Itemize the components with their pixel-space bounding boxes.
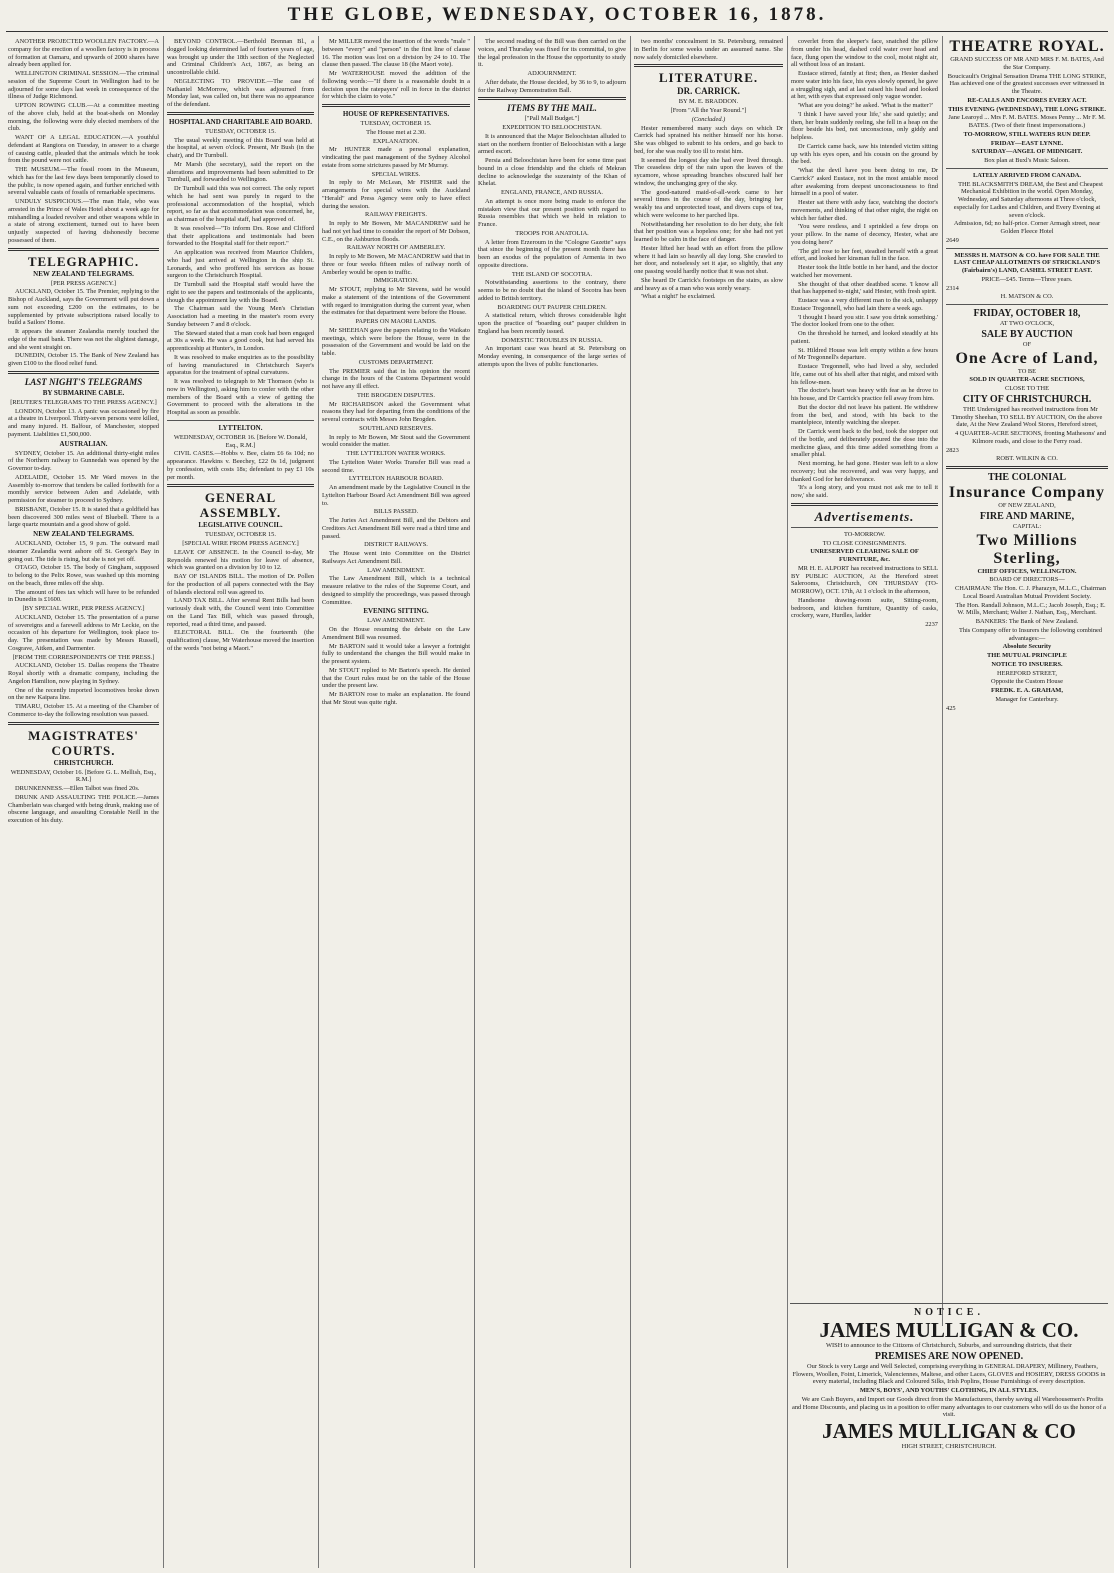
section-heading: TELEGRAPHIC. xyxy=(27,253,140,269)
court-report: CIVIL CASES.—Hobbs v. Bee, claim £6 6s 10d; no appearance. Hawkins v. Beechey, £22 0s 1d, judgment by confession, with costs 18s; defendant to pay £1 10s per month. xyxy=(167,450,314,481)
column-2 xyxy=(167,38,314,1568)
subheading: NEW ZEALAND TELEGRAMS. xyxy=(33,269,134,278)
story-paragraph: 'It's a long story, and you must not ask me to tell it now,' she said. xyxy=(791,484,938,499)
news-paragraph: The Chairman said the Young Men's Christian Association had a meeting in the master's room every Sunday between 7 and 8 o'clock. xyxy=(167,305,314,328)
news-paragraph: THE MUSEUM.—The fossil room in the Museum, which has for the last few days been temporarily closed to the public, is now opened again, and further enriched with several valuable casts of fossils of remarkable specimens. xyxy=(8,166,159,197)
ad-line: BOARD OF DIRECTORS— xyxy=(989,576,1065,584)
ad-heading: JAMES MULLIGAN & CO. xyxy=(819,1318,1079,1342)
ad-number: 2237 xyxy=(925,621,938,628)
news-paragraph: Mr SHEEHAN gave the papers relating to the Waikato meetings, which were before the House, were in the possession of the Government and would be laid on the table. xyxy=(322,326,470,357)
ad-heading: THE COLONIAL xyxy=(987,472,1067,483)
subheading: RAILWAY FREIGHTS. xyxy=(365,211,427,219)
column-rule xyxy=(163,36,164,1568)
column-rule xyxy=(942,36,943,1326)
subheading: LEGISLATIVE COUNCIL. xyxy=(198,521,283,530)
story-paragraph: Notwithstanding her resolution to do her duty, she felt that her position was a hopeless one; for she had not yet learned to be calm in the face of danger. xyxy=(634,220,783,243)
subheading: PAPERS ON MAORI LANDS. xyxy=(355,318,437,325)
divider xyxy=(167,484,314,487)
ad-body: This Company offer to Insurers the following combined advantages:— xyxy=(958,626,1103,642)
news-paragraph: A letter from Erzeroum in the "Cologne Gazette" says that since the beginning of the present month there has been an exodus of the population of Armenia in two opposite directions. xyxy=(478,238,626,269)
section-heading: EVENING SITTING. xyxy=(363,607,429,616)
subheading: THE ISLAND OF SOCOTRA. xyxy=(511,270,593,278)
subheading: ADJOURNMENT. xyxy=(527,70,577,77)
telegram: ADELAIDE, October 15. Mr Ward moves in the Assembly to-morrow that tenders be called forthwith for a monthly service between Aden and Adelaide, with permission for steamer to proceed to Sydney. xyxy=(8,473,159,504)
story-paragraph: Hester remembered many such days on which Dr Carrick had sprained his neither himself nor his horse. She was obliged to submit to his orders, and go back to bed, for she was really too ill to resist him. xyxy=(634,124,783,155)
telegram: BRISBANE, October 15. It is stated that a goldfield has been discovered 300 miles west of Bluebell. There is a large quartz mountain and a good show of gold. xyxy=(8,505,159,529)
byline: BY M. E. BRADDON. xyxy=(678,98,739,106)
story-paragraph: Eustace Tregonnell, who had lived a shy, secluded life, came out of his shell after that night, and mixed with his fellow-men. xyxy=(791,363,938,386)
news-paragraph: In reply to Mr Bowen, Mr MACANDREW said he had not yet had time to consider the report of Mr Dobson, C.E., on the Ashburton floods. xyxy=(322,220,470,243)
news-paragraph: Mr Marsh (the secretary), said the report on the alterations and improvements had been submitted to Dr Turnbull, and forwarded to Wellington. xyxy=(167,160,314,184)
masthead-rule xyxy=(6,31,1108,32)
story-paragraph: The doctor's heart was heavy with fear as he drove to his house, and Dr Carrick's practice fell away from him. xyxy=(791,387,938,402)
ad-line: CHIEF OFFICES, WELLINGTON. xyxy=(977,567,1077,575)
story-paragraph: 'I thought I heard you stir. I saw you drink something.' The doctor looked from one to the other. xyxy=(791,313,938,329)
divider xyxy=(8,722,159,725)
divider xyxy=(8,248,159,251)
telegram: AUCKLAND, October 15. The Premier, replying to the Bishop of Auckland, says the Government will put down a sum not exceeding £200 on the estimates, to be supplemented by private subscriptions raised locally to build a Sailors' Home. xyxy=(8,288,159,327)
section-heading: LAST NIGHT'S TELEGRAMS xyxy=(24,376,143,387)
ad-number: 425 xyxy=(946,704,956,712)
ad-body: THE BLACKSMITH'S DREAM, the Best and Cheapest Mechanical Exhibition in the world. Open Monday, Wednesday, and Saturday afternoons at Three o'clock, especially for Ladies and Children, and Every Evening at seven o'clock. xyxy=(953,180,1103,219)
telegram: AUCKLAND, October 15, 9 p.m. The outward mail steamer Zealandia went ashore off St. George's Bay in going out. The tide is rising, but she is not yet off. xyxy=(8,540,159,563)
date-line: WEDNESDAY, October 16. [Before G. L. Mellish, Esq., R.M.] xyxy=(10,768,157,784)
court-report: DRUNK AND ASSAULTING THE POLICE.—James Chamberlain was charged with being drunk, making use of obscene language, and assaulting Constable Neill in the execution of his duty. xyxy=(8,793,159,824)
ad-line: Opposite the Custom House xyxy=(991,678,1063,686)
news-paragraph: The House went into Committee on the District Railways Act Amendment Bill. xyxy=(322,550,470,565)
telegram: DUNEDIN, October 15. The Bank of New Zealand has given £100 to the flood relief fund. xyxy=(8,352,159,367)
divider xyxy=(790,1303,1108,1304)
ad-number: 2314 xyxy=(946,284,959,292)
ad-heading: FRIDAY, OCTOBER 18, xyxy=(973,308,1081,319)
news-paragraph: The usual weekly meeting of this Board was held at the hospital, at seven o'clock. Present, Mr Bush (in the chair), and Dr Turnbull. xyxy=(167,136,314,159)
subheading: EXPLANATION. xyxy=(373,137,419,145)
ad-line: TO CLOSE CONSIGNMENTS. xyxy=(822,539,907,547)
news-paragraph: Dr Turnbull said this was not correct. The only report which he had sent was purely in regard to the professional accommodation of the hospital, which report, so far as that accommodation was concerned, he, as chairman of the hospital staff, had approved of. xyxy=(167,185,314,223)
divider xyxy=(791,527,938,528)
news-paragraph: Mr BARTON rose to make an explanation. He found that Mr Stout was quite right. xyxy=(322,691,470,706)
column-1 xyxy=(8,38,159,1568)
ad-heading: UNRESERVED CLEARING SALE OF FURNITURE, &c. xyxy=(810,548,919,563)
date-line: The House met at 2.30. xyxy=(366,128,426,136)
ad-line: Boucicault's Original Sensation Drama THE LONG STRIKE, Has achieved one of the greatest successes ever witnessed in the Theatre. xyxy=(947,72,1107,95)
news-paragraph: A statistical return, which throws considerable light upon the practice of "boarding out" pauper children in England has been recently issued. xyxy=(478,312,626,335)
subheading: THE LYTTELTON WATER WORKS. xyxy=(346,450,446,457)
telegram: LONDON, October 13. A panic was occasioned by fire at a theatre in Liverpool. Thirty-seven persons were killed, and many injured. H. Balfour, of Manchester, stopped payment. Liabilities £1,500,000. xyxy=(8,407,159,438)
date-line: TUESDAY, OCTOBER 15. xyxy=(205,531,276,539)
news-paragraph: In reply to Mr Bowen, Mr Stout said the Government would consider the matter. xyxy=(322,433,470,449)
story-paragraph: Dr Carrick came back, saw his intended victim sitting up with his eyes open, and his cousin on the ground by the bed. xyxy=(791,142,938,166)
column-rule xyxy=(474,36,475,1568)
ad-heading: JAMES MULLIGAN & CO xyxy=(822,1419,1076,1443)
ad-line: GRAND SUCCESS OF MR AND MRS F. M. BATES, And the Star Company. xyxy=(950,56,1104,71)
story-paragraph: 'You were restless, and I sprinkled a few drops on your pillow. In the name of decency, Hester, what are you doing here?' xyxy=(791,223,938,246)
ad-line: SOLD IN QUARTER-ACRE SECTIONS, xyxy=(969,376,1085,384)
divider xyxy=(322,104,470,107)
divider xyxy=(946,304,1108,305)
subheading: NEW ZEALAND TELEGRAMS. xyxy=(33,530,134,538)
ad-line: AT TWO O'CLOCK, xyxy=(999,320,1055,327)
agency-line: [BY SPECIAL WIRE, PER PRESS AGENCY.] xyxy=(22,605,145,612)
subheading: BY SUBMARINE CABLE. xyxy=(42,388,125,397)
date-line: WEDNESDAY, OCTOBER 16. [Before W. Donald, Esq., R.M.] xyxy=(173,433,308,449)
news-paragraph: After debate, the House decided, by 36 to 9, to adjourn for the Railway Demonstration Ball. xyxy=(478,78,626,94)
ad-line: Jane Learoyd ... Mrs F. M. BATES. Moses Penny ... Mr F. M. BATES. (Two of their finest impersonations.) xyxy=(948,114,1106,129)
news-paragraph: Dr Turnbull said the Hospital staff would have the right to see the papers and testimonials of the applicants, though the appointment lay with the Board. xyxy=(167,281,314,304)
news-paragraph: Persia and Beloochistan have been for some time past bound in a close friendship and the chiefs of Mekran decline to acknowledge the suzerainty of the Khan of Khelat. xyxy=(478,157,626,188)
ad-line: CAPITAL: xyxy=(1012,522,1042,530)
section-heading: LYTTELTON. xyxy=(218,423,263,432)
ad-line: TO-MORROW, STILL WATERS RUN DEEP. xyxy=(963,130,1091,138)
concluded-note: (Concluded.) xyxy=(691,115,726,123)
subheading: SPECIAL WIRES. xyxy=(371,170,421,178)
ad-line: OF NEW ZEALAND, xyxy=(998,502,1056,509)
subheading: LAW AMENDMENT. xyxy=(367,617,425,625)
story-paragraph: It seemed the longest day she had ever lived through. The ceaseless drip of the rain upon the leaves of the sycamore, whose spreading branches obscured half her window, the unchanging grey of the sky. xyxy=(634,156,783,187)
subheading: RAILWAY NORTH OF AMBERLEY. xyxy=(346,244,446,252)
ad-line: ROBT. WILKIN & CO. xyxy=(996,455,1058,463)
ad-line: WISH to announce to the Citizens of Christchurch, Suburbs, and surrounding districts, that their xyxy=(826,1342,1072,1349)
subheading: LYTTELTON HARBOUR BOARD. xyxy=(348,475,444,483)
section-heading: MAGISTRATES' COURTS. xyxy=(28,727,139,758)
court-report: BEYOND CONTROL.—Berthold Brennan Bl., a dogged looking determined lad of fourteen years of age, was brought up under the 18th section of the Neglected and Criminal Children's Act, 1867, as being an uncontrollable child. xyxy=(167,38,314,76)
story-paragraph: 'I think I have saved your life,' she said quietly; and then, her brain suddenly reeling, she fell in a heap on the floor beside his bed, not unconscious, only giddy and helpless. xyxy=(791,110,938,141)
news-paragraph: Notwithstanding assertions to the contrary, there seems to be no doubt that the island of Socotra has been added to British territory. xyxy=(478,279,626,302)
subheading: AUSTRALIAN. xyxy=(59,439,108,448)
story-paragraph: Eustace stirred, faintly at first; then, as Hester dashed more water into his face, his eyes slowly opened, he gave a struggling sigh, and at last raised his head and looked at her, with eyes that expressed only vague wonder. xyxy=(791,70,938,101)
subheading: LAW AMENDMENT. xyxy=(367,566,425,574)
news-paragraph: An attempt is once more being made to enforce the mistaken view that our present position with regard to Russia resembles that which we held in relation to France. xyxy=(478,197,626,228)
ad-line: NOTICE TO INSURERS. xyxy=(991,660,1063,668)
news-paragraph: On the House resuming the debate on the Law Amendment Bill was resumed. xyxy=(322,626,470,641)
agency-line: [FROM THE CORRESPONDENTS OF THE PRESS.] xyxy=(12,653,155,661)
agency-line: ["Pall Mall Budget."] xyxy=(524,115,580,123)
column-rule xyxy=(787,36,788,1568)
news-paragraph: In reply to Mr McLean, Mr FISHER said the arrangements for special wires with the Auckland "Herald" and Press Agency were only to have effect during the session. xyxy=(322,179,470,210)
news-paragraph: An important case was heard at St. Petersburg on Monday evening, in consequence of the large series of attempts upon the lives of public functionaries. xyxy=(478,345,626,368)
ad-body: THE Undersigned has received instructions from Mr Timothy Sheehan, TO SELL BY AUCTION, On the above date, At the New Zealand Wool Stores, Hereford street, xyxy=(951,405,1103,429)
subheading: ENGLAND, FRANCE, AND RUSSIA. xyxy=(501,189,603,196)
column-rule xyxy=(318,36,319,1568)
ad-heading: PREMISES ARE NOW OPENED. xyxy=(874,1350,1024,1362)
section-heading: LITERATURE. xyxy=(658,70,759,86)
source-line: [From "All the Year Round."] xyxy=(670,107,747,114)
date-line: TUESDAY, OCTOBER 15. xyxy=(360,120,432,127)
subheading: DISTRICT RAILWAYS. xyxy=(364,541,428,549)
ad-line: TO-MORROW. xyxy=(843,530,885,538)
subheading: TROOPS FOR ANATOLIA. xyxy=(515,229,589,237)
ad-body: 4 QUARTER-ACRE SECTIONS, fronting Mathesons' and Kilmore roads, and close to the Ferry road. xyxy=(955,430,1106,445)
news-paragraph: The Law Amendment Bill, which is a technical measure relative to the rules of the Supreme Court, and designed to simplify the proceedings, was passed through Committee. xyxy=(322,575,470,606)
column-3 xyxy=(322,38,470,1568)
divider xyxy=(8,371,159,374)
ad-body: We are Cash Buyers, and Import our Goods direct from the Manufacturers, thereby saving all Warehousemen's Profits and Home Discounts, and placing us in a position to offer many advantages to our customers who will do us the honor of a visit. xyxy=(791,1395,1107,1419)
ad-line: BANKERS: The Bank of New Zealand. xyxy=(975,618,1079,625)
ad-heading: Two Millions Sterling, xyxy=(976,531,1078,567)
ad-line: THIS EVENING (WEDNESDAY), THE LONG STRIKE. xyxy=(948,105,1106,113)
ad-line: Manager for Canterbury. xyxy=(995,695,1059,703)
story-paragraph: But the doctor did not leave his patient. He withdrew from the bed, and stood, with his back to the mantelpiece, intently watching the sleeper. xyxy=(791,403,938,427)
column-7 xyxy=(946,38,1108,1326)
divider xyxy=(946,466,1108,469)
news-paragraph: Mr BARTON said it would take a lawyer a fortnight fully to understand the changes the Bill would make in the present system. xyxy=(322,642,470,665)
divider xyxy=(791,503,938,506)
news-paragraph: UPTON ROWING CLUB.—At a committee meeting of the above club, held at the boat-sheds on Monday morning, the following were duly elected members of the club. xyxy=(8,102,159,133)
section-heading: Advertisements. xyxy=(814,508,915,524)
ad-line: PRICE—£45. Terms—Three years. xyxy=(981,275,1073,283)
ad-heading: THEATRE ROYAL. xyxy=(949,38,1105,55)
news-paragraph: ANOTHER PROJECTED WOOLLEN FACTORY.—A company for the erection of a woollen factory is in process of formation at Oamaru, and upwards of 2000 shares have already been applied for. xyxy=(8,38,159,69)
divider xyxy=(478,97,626,100)
ad-number: 2823 xyxy=(946,446,959,454)
telegram: OTAGO, October 15. The body of Gingham, supposed to belong to the Pelix Rowe, was washed up this morning on the beach, three miles off the ship. xyxy=(8,564,159,587)
telegram: AUCKLAND, October 15. The presentation of a purse of sovereigns and a farewell address to Mr Leckie, on the occasion of his departure for Wellington, took place to-day. The presentation was made by Messrs Russell, Cosgrave, Aitken, and Darmenter. xyxy=(8,613,159,652)
news-paragraph: The Steward stated that a man cook had been engaged at 30s a week. He was a good cook, but had served his apprenticeship at Hunter's, in London. xyxy=(167,329,314,352)
ad-line: H. MATSON & CO. xyxy=(1000,293,1054,301)
ad-heading: CITY OF CHRISTCHURCH. xyxy=(962,393,1092,405)
ad-line: MEN'S, BOYS', AND YOUTHS' CLOTHING, IN ALL STYLES. xyxy=(859,1387,1039,1394)
telegram: It appears the steamer Zealandia merely touched the edge of the mail bank. There was not the slightest damage, and she went straight on. xyxy=(8,328,159,351)
story-paragraph: Eustace was a very different man to the sick, unhappy Eustace Tregonnell, who had lain there a week ago. xyxy=(791,297,938,312)
news-paragraph: It was resolved—"To inform Drs. Rose and Clifford that their applications and testimonials had been forwarded to the Hospital staff for their report." xyxy=(167,224,314,248)
ad-line: FRIDAY—EAST LYNNE. xyxy=(990,139,1064,147)
ad-line: TO BE xyxy=(1017,367,1037,375)
news-paragraph: UNDULY SUSPICIOUS.—The man Hale, who was arrested in the Prince of Wales Hotel about a week ago for mishandling a loaded revolver and other weapons while in a state of strong excitement, turned out to have been unjustly suspected of having dishonestly become possessed of them. xyxy=(8,198,159,244)
divider xyxy=(167,420,314,421)
story-paragraph: She thought of that other deathbed scene. 'I know all that has happened to-night,' said Hester, with fresh spirit. xyxy=(791,280,938,296)
telegram: One of the recently imported locomotives broke down on the new Kaipara line. xyxy=(8,686,159,702)
court-report: NEGLECTING TO PROVIDE.—The case of Nathaniel McMorrow, which was adjourned from Monday last, was called on, but there was no appearance of the defendant. xyxy=(167,77,314,108)
ad-line: HEREFORD STREET, xyxy=(997,669,1057,677)
divider xyxy=(167,112,314,115)
story-paragraph: Hester lifted her head with an effort from the pillow where it had lain so heavily all day long. She crawled to her door, and noiselessly set it ajar, so slightly, that any one passing would hardly notice that it was not shut. xyxy=(634,244,783,275)
ad-line: CLOSE TO THE xyxy=(1004,385,1050,392)
story-paragraph: Hester took the little bottle in her hand, and the doctor watched her movement. xyxy=(791,264,938,279)
column-4 xyxy=(478,38,626,1568)
ad-line: HIGH STREET, CHRISTCHURCH. xyxy=(901,1443,997,1450)
story-paragraph: Dr Carrick went back to the bed, took the stopper out of the bottle, and deliberately poured the dose into the medicine glass, and this time added something from a smaller phial. xyxy=(791,428,938,459)
subheading: SOUTHLAND RESERVES. xyxy=(359,424,433,432)
news-paragraph: LAND TAX BILL. After several Rent Bills had been variously dealt with, the Council went into Committee on the Land Tax Bill, which was passed through, reported, read a third time, and passed. xyxy=(167,597,314,628)
column-5 xyxy=(634,38,783,1568)
section-heading: HOSPITAL AND CHARITABLE AID BOARD. xyxy=(168,117,313,126)
ad-line: RE-CALLS AND ENCORES EVERY ACT. xyxy=(967,96,1087,104)
ad-heading: Insurance Company xyxy=(948,484,1106,501)
news-paragraph: Mr MILLER moved the insertion of the words "male " between "every" and "person" in the first line of clause 16. The motion was lost on a division by 24 to 10. The clause then passed. The clause 18 (the Maori vote). xyxy=(322,38,470,69)
ad-heading: NOTICE. xyxy=(914,1307,984,1318)
masthead: THE GLOBE, WEDNESDAY, OCTOBER 16, 1878. xyxy=(287,4,827,25)
story-paragraph: She heard Dr Carrick's footsteps on the stairs, as slow and heavy as of a man who was sorely weary. xyxy=(634,276,783,292)
subheading: THE BROGDEN DISPUTES. xyxy=(357,391,435,399)
story-paragraph: coverlet from the sleeper's face, snatched the pillow from under his head, dashed cold water over head and face, flung open the window to the cool, moist night air, all without loss of an instant. xyxy=(791,38,938,69)
section-heading: ITEMS BY THE MAIL. xyxy=(507,103,597,114)
news-paragraph: It was resolved to make enquiries as to the possibility of having manufactured in Christchurch Sayer's apparatus for the treatment of spinal curvatures. xyxy=(167,353,314,377)
ad-body: Handsome drawing-room suite, Sitting-room, bedroom, and kitchen furniture, Quantity of casks, crockery, ware, Hurdles, ladder xyxy=(791,596,938,620)
story-paragraph: On the threshold he turned, and looked steadily at his patient. xyxy=(791,330,938,345)
story-paragraph: Next morning, he had gone. Hester was left to a slow recovery; but she recovered, and was very happy, and thanked God for her deliverance. xyxy=(791,460,938,483)
ad-line: OF xyxy=(1022,340,1032,348)
telegram: SYDNEY, October 15. An additional thirty-eight miles of the Northern railway to Gunnedah was opened by the Governor to-day. xyxy=(8,449,159,472)
column-rule xyxy=(630,36,631,1568)
subheading: BOARDING OUT PAUPER CHILDREN. xyxy=(497,303,607,311)
news-paragraph: Mr STOUT replied to Mr Barton's speech. He denied that the Court rules must be on the table of the House under the present law. xyxy=(322,666,470,690)
divider xyxy=(946,168,1108,169)
story-paragraph: 'What a night!' he exclaimed. xyxy=(641,293,716,301)
subheading: CUSTOMS DEPARTMENT. xyxy=(358,358,434,366)
agency-line: [SPECIAL WIRE FROM PRESS AGENCY.] xyxy=(182,540,299,547)
news-paragraph: Mr STOUT, replying to Mr Stevens, said he would make a statement of the intentions of the Government with regard to immigration during the current year, when the estimates for that department were before the House. xyxy=(322,286,470,317)
ad-line: Absolute Security xyxy=(1002,643,1052,651)
ad-heading: One Acre of Land, xyxy=(955,349,1099,367)
news-paragraph: WELLINGTON CRIMINAL SESSION.—The criminal session of the Supreme Court in Wellington had to be adjourned for some days last week in consequence of the illness of Judge Richmond. xyxy=(8,70,159,101)
news-paragraph: The second reading of the Bill was then carried on the voices, and Thursday was fixed for its committal, to give the legal profession in the House the opportunity to study it. xyxy=(478,38,626,69)
ad-heading: FIRE AND MARINE, xyxy=(979,510,1075,522)
story-paragraph: 'What are you doing?' he asked. 'What is the matter?' xyxy=(798,102,933,109)
news-paragraph: BAY OF ISLANDS BILL. The motion of Dr. Pollen for the production of all papers connected with the Bay of Islands electoral roll was agreed to. xyxy=(167,573,314,596)
news-paragraph: ELECTORAL BILL. On the fourteenth (the qualification) clause, Mr Waterhouse moved the insertion of the words "not being a Maori." xyxy=(167,629,314,652)
ad-heading: MESSRS H. MATSON & CO. have FOR SALE THE LAST CHEAP ALLOTMENTS OF STRICKLAND'S (Fairbairn's) LAND, CASHEL STREET EAST. xyxy=(953,251,1101,274)
news-paragraph: The PREMIER said that in his opinion the recent change in the hours of the Customs Department would not have any ill effect. xyxy=(322,367,470,390)
ad-number: 2649 xyxy=(946,236,959,244)
divider xyxy=(946,248,1108,249)
court-report: DRUNKENNESS.—Ellen Talbot was fined 20s. xyxy=(15,785,140,792)
agency-line: [PER PRESS AGENCY.] xyxy=(50,279,117,287)
ad-heading: SALE BY AUCTION xyxy=(981,328,1073,340)
section-heading: HOUSE OF REPRESENTATIVES. xyxy=(342,110,450,118)
news-paragraph: It was resolved to telegraph to Mr Thomson (who is now in Wellington), asking him to confer with the other members of the Board with a view of getting the Government to proceed with the alterations in the Hospital as soon as possible. xyxy=(167,378,314,416)
story-paragraph: 'The girl rose to her feet, steadied herself with a great effort, and looked her kinsman full in the face. xyxy=(791,247,938,263)
news-paragraph: An amendment made by the Legislative Council in the Lyttelton Harbour Board Act Amendment Bill was agreed to. xyxy=(322,484,470,507)
news-paragraph: It is announced that the Major Beloochistan alluded to start on the northern frontier of Beloochistan with a large armed escort. xyxy=(478,132,626,156)
news-paragraph: WANT OF A LEGAL EDUCATION.—A youthful defendant at Rangiora on Tuesday, in answer to a charge of causing cattle, pleaded that the animals which he took from the pound were not cattle. xyxy=(8,134,159,165)
ad-line: SATURDAY—ANGEL OF MIDNIGHT. xyxy=(971,148,1083,156)
subheading: BILLS PASSED. xyxy=(373,508,419,516)
subheading: IMMIGRATION. xyxy=(373,277,419,285)
ad-body: The Hon. Randall Johnson, M.L.C.; Jacob Joseph, Esq.; E. W. Mills, Merchant; Walter J. Nathan, Esq., Merchant. xyxy=(955,601,1106,617)
column-6 xyxy=(791,38,938,1326)
telegram: TIMARU, October 15. At a meeting of the Chamber of Commerce to-day the following resolution was passed. xyxy=(8,703,159,718)
ad-body: CHAIRMAN: The Hon. C. J. Pharazyn, M.L.C., Chairman Local Board Australian Mutual Provident Society. xyxy=(955,585,1106,600)
subheading: CHRISTCHURCH. xyxy=(53,758,114,767)
news-paragraph: The Lyttelton Water Works Transfer Bill was read a second time. xyxy=(322,458,470,474)
news-paragraph: The Juries Act Amendment Bill, and the Debtors and Creditors Act Amendment Bill were read a third time and passed. xyxy=(322,517,470,540)
news-paragraph: two months' concealment in St. Petersburg, remained in Berlin for some weeks under an assumed name. She now safely domiciled elsewhere. xyxy=(634,38,783,61)
date-line: TUESDAY, OCTOBER 15. xyxy=(205,127,276,135)
section-heading: GENERAL ASSEMBLY. xyxy=(199,490,282,521)
news-paragraph: An application was received from Maurice Childers, who had just arrived at Wellington in the ship St. Leonards, and who proffered his services as house surgeon to the Christchurch Hospital. xyxy=(167,249,314,280)
ad-line: THE MUTUAL PRINCIPLE xyxy=(987,652,1067,659)
news-paragraph: LEAVE OF ABSENCE. In the Council to-day, Mr Reynolds renewed his motion for leave of absence, which was granted on a division by 10 to 12. xyxy=(167,548,314,572)
ad-body: Our Stock is very Large and Well Selected, comprising everything in GENERAL DRAPERY, Millinery, Feathers, Flowers, Woollen, Foint, Limerick, Valenciennes, Maltese, and other Laces, GLOVES and HOSIERY, DRESS GOODS in every material, including Black and Coloured Silks, Irish Poplins, House Furnishings of every description. xyxy=(792,1362,1106,1386)
story-paragraph: St. Hildred House was left empty within a few hours of Mr Tregonnell's departure. xyxy=(791,346,938,362)
story-title: DR. CARRICK. xyxy=(677,86,740,97)
mulligan-advert xyxy=(790,1300,1108,1568)
telegram: The amount of fees tax which will have to be refunded in Dunedin is £1600. xyxy=(8,588,159,604)
news-paragraph: Mr WATERHOUSE moved the addition of the following words:—"If there is a reasonable doubt in a decision upon the ratepayers' roll in force in the district for which the claim to vote." xyxy=(322,70,470,101)
ad-line: FREDK. E. A. GRAHAM, xyxy=(991,687,1063,694)
telegram: AUCKLAND, October 15. Dallas reopens the Theatre Royal shortly with a dramatic company, including the Angelon Hamilton, now playing in Sydney. xyxy=(8,662,159,685)
news-paragraph: Mr HUNTER made a personal explanation, vindicating the past management of the Sydney Alcohol estate from some strictures passed by Mr Murray. xyxy=(322,146,470,169)
divider xyxy=(634,64,783,67)
ad-line: Admission, 6d; no half-price. Corner Armagh street, near Golden Fleece Hotel xyxy=(953,220,1101,235)
ad-line: Box plan at Buxl's Music Saloon. xyxy=(984,157,1070,164)
news-paragraph: Mr RICHARDSON asked the Government what reasons they had for departing from the conditions of the several contracts with Messrs John Brogden. xyxy=(322,400,470,423)
subheading: EXPEDITION TO BELOOCHISTAN. xyxy=(502,124,602,131)
story-paragraph: 'What the devil have you been doing to me, Dr Carrick?' asked Eustace, not in the most amiable mood after awakening from deepest unconsciousness to find himself in a pool of water. xyxy=(791,167,938,198)
story-paragraph: Hester sat there with ashy face, watching the doctor's movements, and thinking of that other night, the night on which her father died. xyxy=(791,199,938,222)
agency-line: [REUTER'S TELEGRAMS TO THE PRESS AGENCY.] xyxy=(10,398,157,406)
news-paragraph: In reply to Mr Bowen, Mr MACANDREW said that in three or four weeks fifteen miles of railway north of Amberley would be open to traffic. xyxy=(322,253,470,276)
subheading: DOMESTIC TROUBLES IN RUSSIA. xyxy=(501,336,603,344)
story-paragraph: The good-natured maid-of-all-work came to her several times in the course of the day, bringing her weakly tea and unprotected toast, and divers cups of tea, which were welcome to her parched lips. xyxy=(634,188,783,219)
ad-heading: LATELY ARRIVED FROM CANADA. xyxy=(972,171,1082,179)
ad-body: MR H. E. ALPORT has received instructions to SELL BY PUBLIC AUCTION, At the Hereford street Salerooms, Christchurch, ON THURSDAY (TO-MORROW), OCT. 17th, At 1 o'clock in the afternoon, xyxy=(791,564,938,595)
